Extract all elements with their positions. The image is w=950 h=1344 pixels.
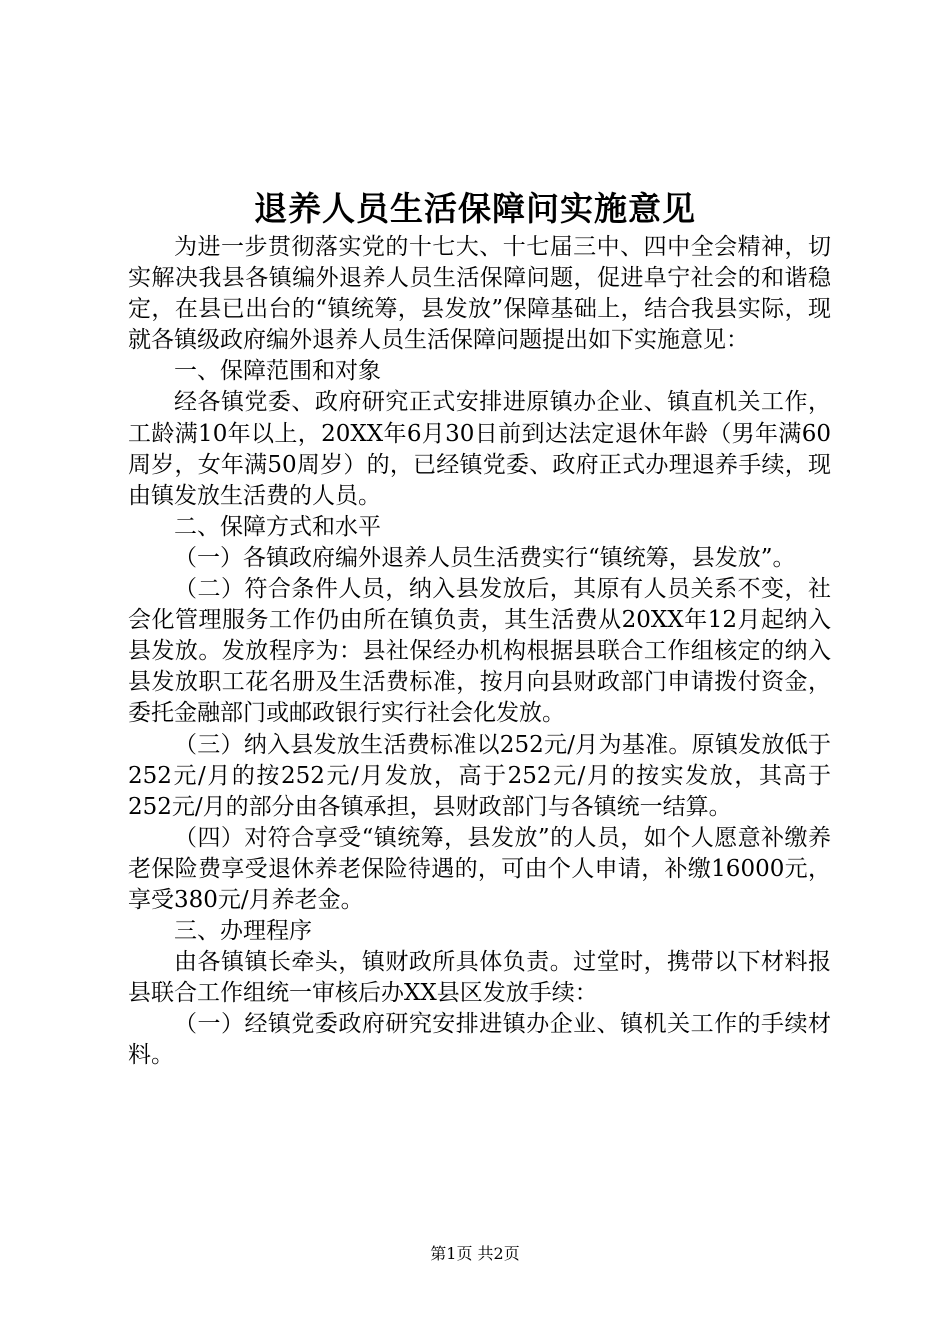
document-title: 退养人员生活保障问实施意见 xyxy=(254,189,696,228)
paragraph-intro: 为进一步贯彻落实党的十七大、十七届三中、四中全会精神，切实解决我县各镇编外退养人员生活保障问题，促进阜宁社会的和谐稳定，在县已出台的“镇统筹，县发放”保障基础上，结合我县实际，现就各镇级政府编外退养人员生活保障问题提出如下实施意见： xyxy=(128,234,831,354)
section-heading-procedure: 三、办理程序 xyxy=(174,918,312,945)
paragraph-procedure: 由各镇镇长牵头，镇财政所具体负责。过堂时，携带以下材料报县联合工作组统一审核后办XX县区发放手续： xyxy=(128,949,831,1007)
document-body xyxy=(128,232,831,1072)
section-heading-scope: 一、保障范围和对象 xyxy=(174,358,381,385)
paragraph-method-3: （三）纳入县发放生活费标准以252元/月为基准。原镇发放低于252元/月的按252元/月发放，高于252元/月的按实发放，其高于252元/月的部分由各镇承担，县财政部门与各镇统一结算。 xyxy=(128,731,831,820)
section-heading-method: 二、保障方式和水平 xyxy=(174,513,381,540)
paragraph-scope: 经各镇党委、政府研究正式安排进原镇办企业、镇直机关工作，工龄满10年以上，20XX年6月30日前到达法定退休年龄（男年满60周岁，女年满50周岁）的，已经镇党委、政府正式办理退养手续，现由镇发放生活费的人员。 xyxy=(128,389,831,509)
paragraph-procedure-1: （一）经镇党委政府研究安排进镇办企业、镇机关工作的手续材料。 xyxy=(128,1011,831,1069)
paragraph-method-1: （一）各镇政府编外退养人员生活费实行“镇统筹，县发放”。 xyxy=(174,544,796,571)
paragraph-method-4: （四）对符合享受“镇统筹，县发放”的人员，如个人愿意补缴养老保险费享受退休养老保险待遇的，可由个人申请，补缴16000元，享受380元/月养老金。 xyxy=(128,824,831,913)
page-footer: 第1页 共2页 xyxy=(430,1244,520,1263)
paragraph-method-2: （二）符合条件人员，纳入县发放后，其原有人员关系不变，社会化管理服务工作仍由所在镇负责，其生活费从20XX年12月起纳入县发放。发放程序为：县社保经办机构根据县联合工作组核定的纳入县发放职工花名册及生活费标准，按月向县财政部门申请拨付资金，委托金融部门或邮政银行实行社会化发放。 xyxy=(128,576,831,727)
